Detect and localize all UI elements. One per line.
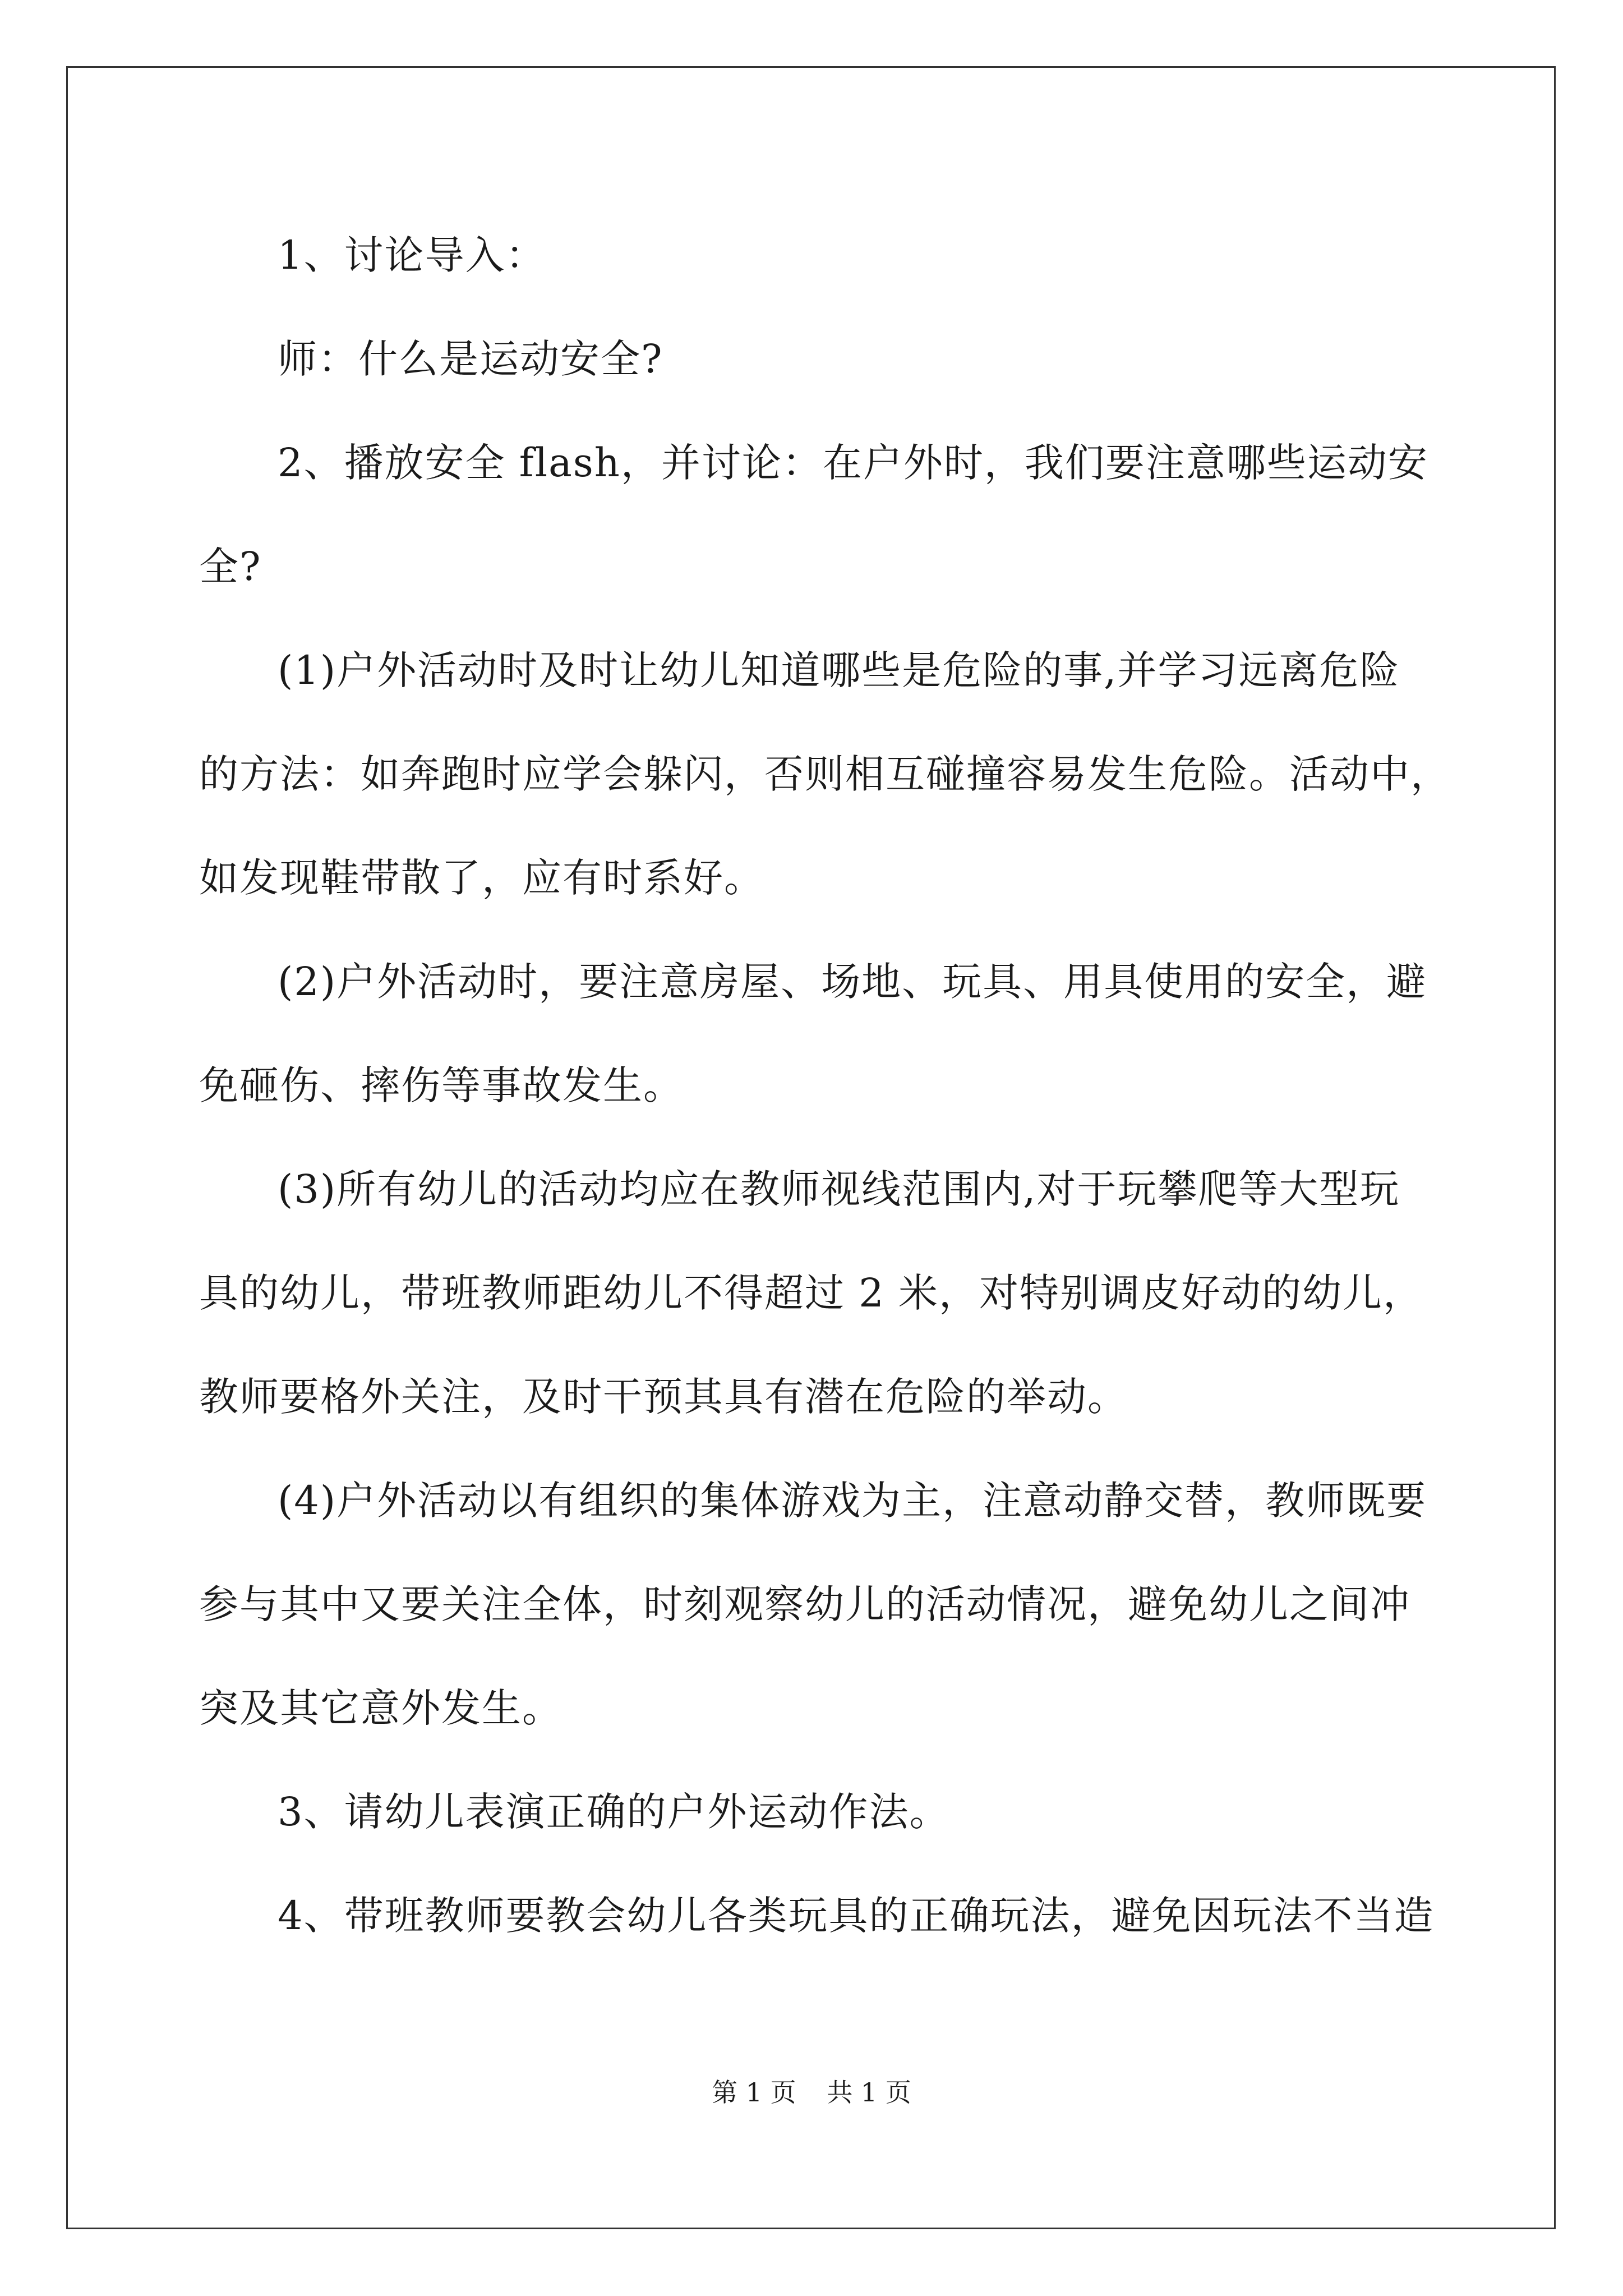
paragraph-line: 具的幼儿，带班教师距幼儿不得超过 2 米，对特别调皮好动的幼儿，: [199, 1270, 1424, 1316]
paragraph-line: (4)户外活动以有组织的集体游戏为主，注意动静交替，教师既要: [278, 1478, 1427, 1524]
paragraph-line: (3)所有幼儿的活动均应在教师视线范围内,对于玩攀爬等大型玩: [278, 1166, 1400, 1212]
page-footer: [0, 2076, 1623, 2109]
paragraph-line: 1、讨论导入：: [278, 232, 546, 278]
page-total: 共 1 页: [827, 2077, 911, 2108]
paragraph-line: 师：什么是运动安全?: [278, 336, 663, 382]
paragraph-line: 2、播放安全 flash，并讨论：在户外时，我们要注意哪些运动安: [278, 440, 1428, 486]
paragraph-line: 3、请幼儿表演正确的户外运动作法。: [278, 1789, 950, 1835]
paragraph-line: 全?: [199, 544, 262, 590]
page-number: 第 1 页: [712, 2077, 796, 2108]
paragraph-line: 的方法：如奔跑时应学会躲闪，否则相互碰撞容易发生危险。活动中，: [199, 751, 1451, 797]
paragraph-line: 如发现鞋带散了，应有时系好。: [199, 855, 764, 901]
paragraph-line: 教师要格外关注，及时干预其具有潜在危险的举动。: [199, 1374, 1128, 1420]
paragraph-line: 突及其它意外发生。: [199, 1685, 562, 1731]
paragraph-line: 4、带班教师要教会幼儿各类玩具的正确玩法，避免因玩法不当造: [278, 1893, 1435, 1939]
paragraph-line: (2)户外活动时，要注意房屋、场地、玩具、用具使用的安全，避: [278, 959, 1427, 1005]
paragraph-line: 免砸伤、摔伤等事故发生。: [199, 1062, 684, 1108]
paragraph-line: 参与其中又要关注全体，时刻观察幼儿的活动情况，避免幼儿之间冲: [199, 1581, 1410, 1627]
paragraph-line: (1)户外活动时及时让幼儿知道哪些是危险的事,并学习远离危险: [278, 647, 1400, 693]
